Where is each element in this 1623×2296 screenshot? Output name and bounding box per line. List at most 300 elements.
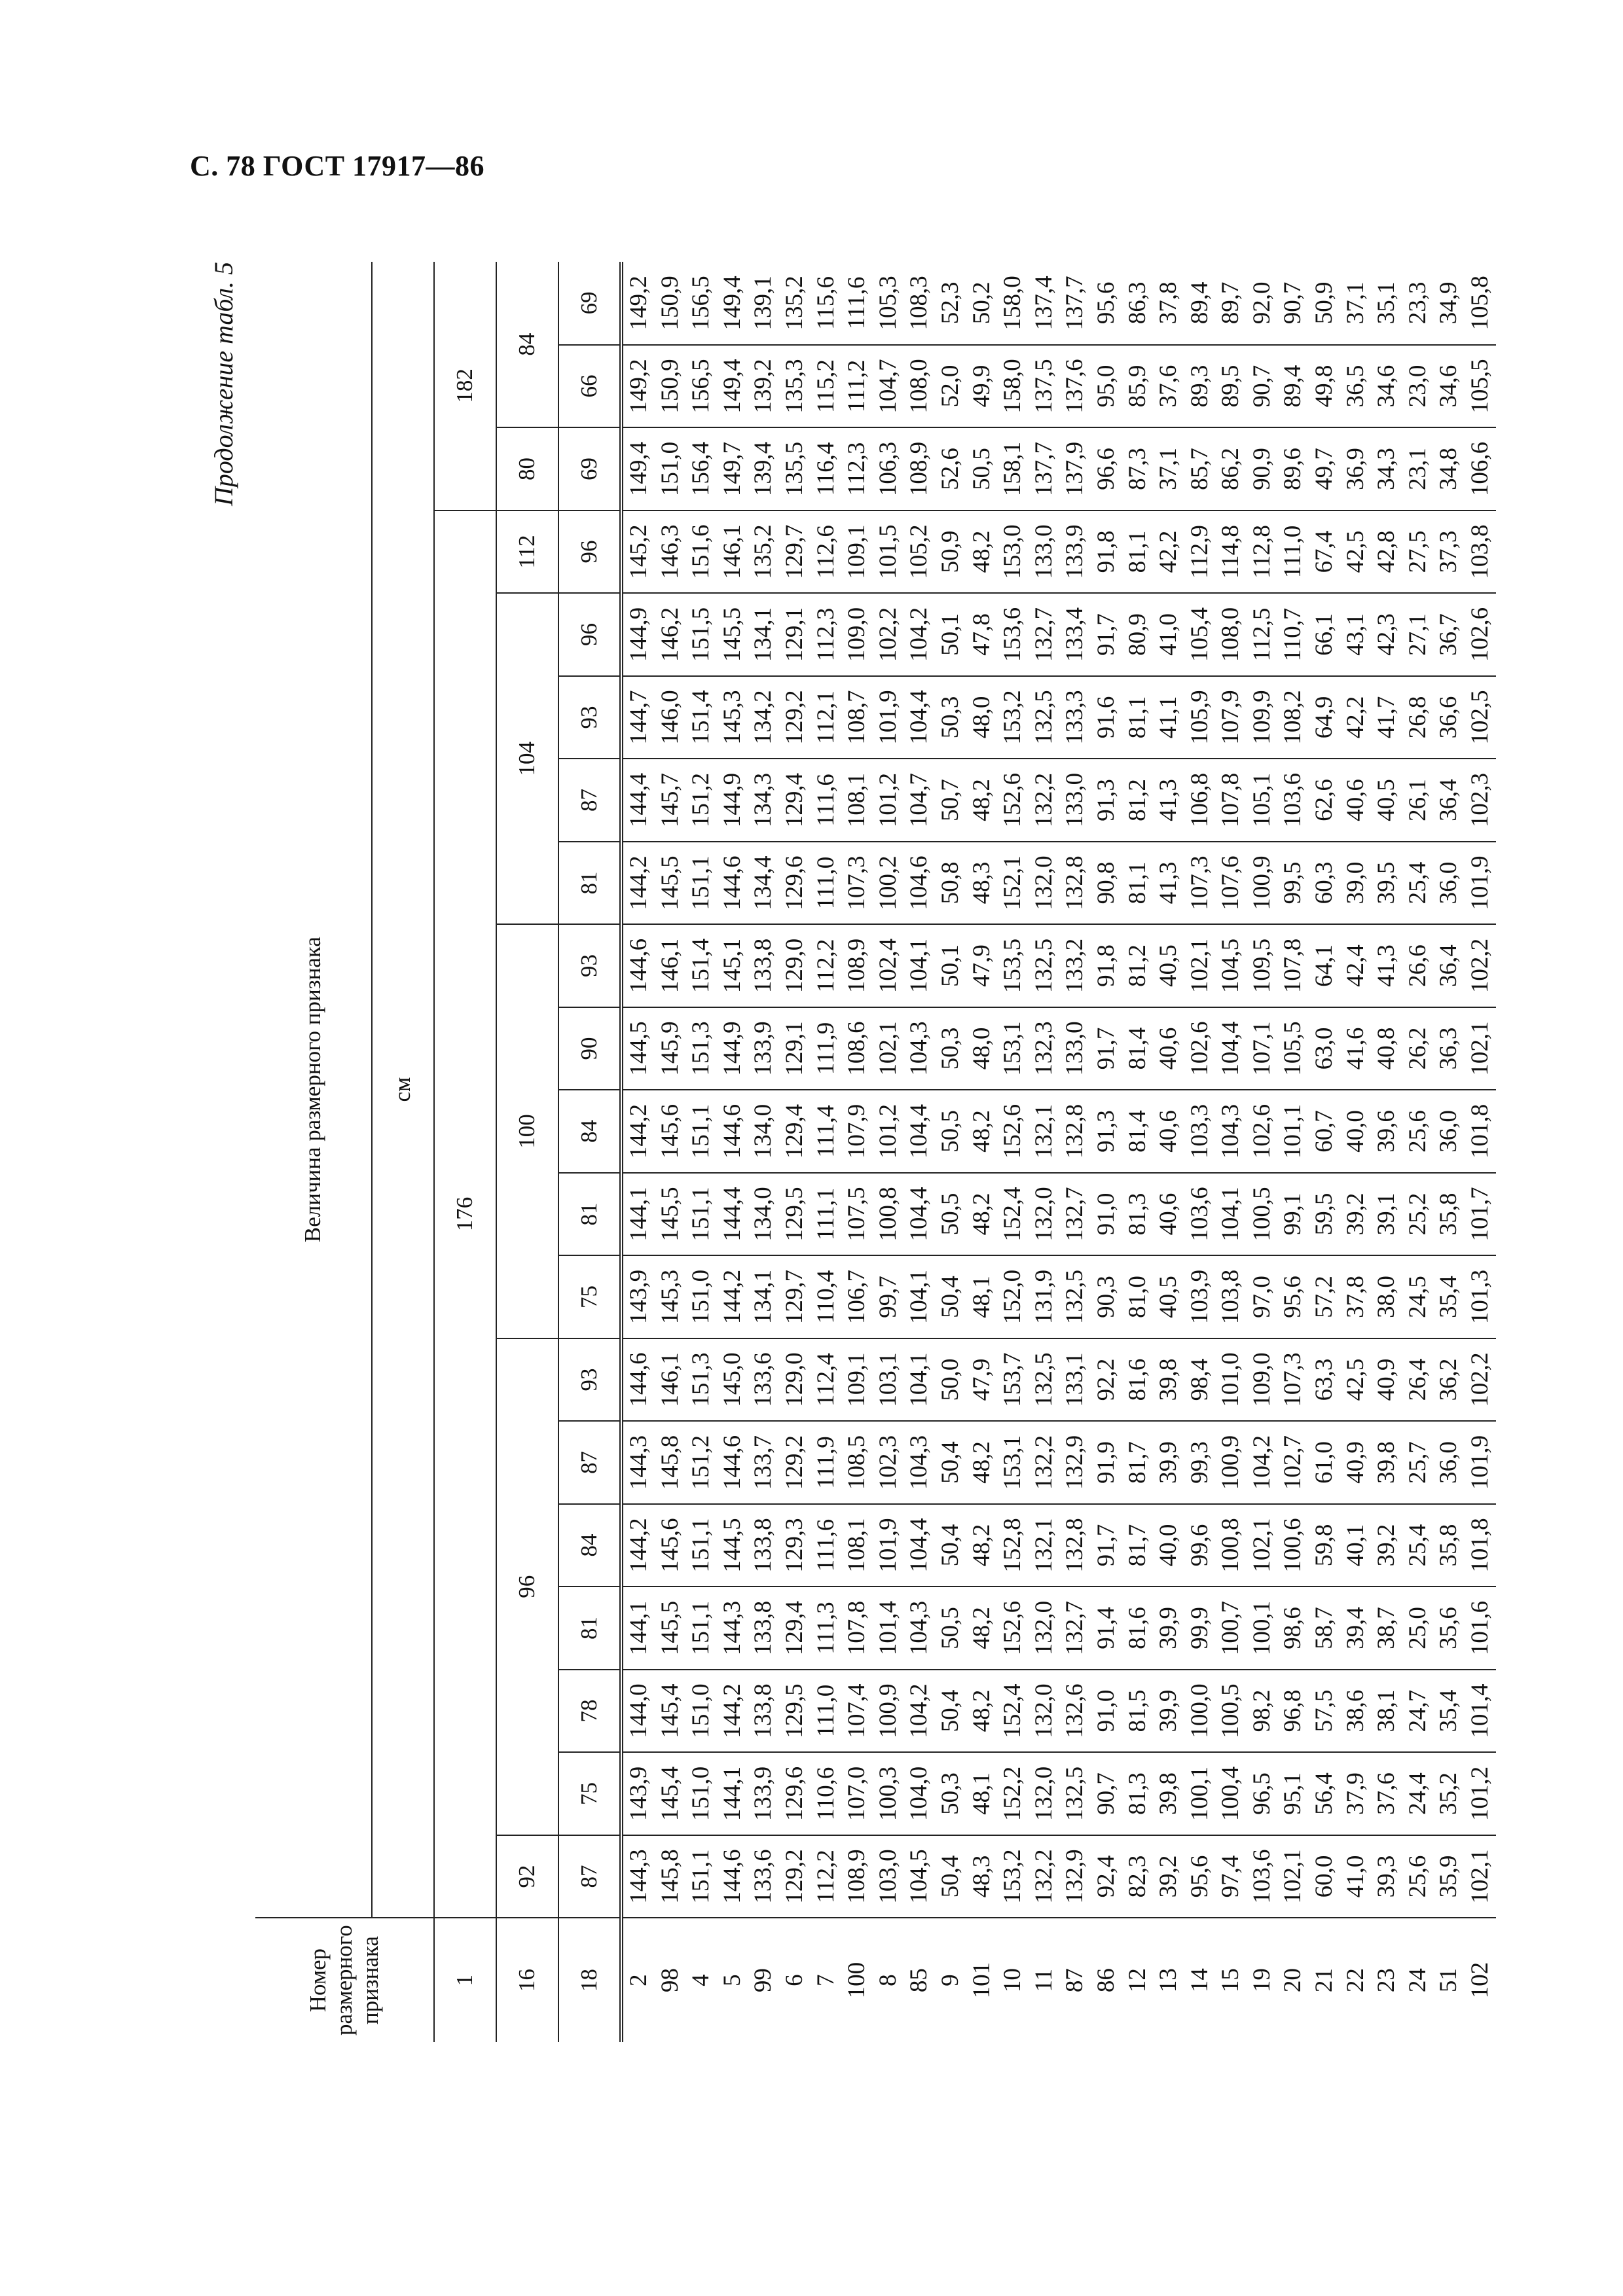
table-cell: 129,4: [779, 1587, 811, 1670]
table-cell: 64,1: [1309, 924, 1340, 1007]
table-row: [1371, 262, 1402, 2042]
table-cell: 107,3: [841, 842, 873, 925]
table-cell: 133,2: [1059, 924, 1091, 1007]
table-cell: 107,3: [1277, 1338, 1309, 1422]
table-cell: 111,9: [811, 1007, 842, 1090]
table-cell: 27,5: [1402, 511, 1434, 594]
table-cell: 50,1: [935, 593, 966, 676]
table-cell: 133,8: [748, 1504, 779, 1587]
table-cell: 26,8: [1402, 676, 1434, 759]
table-cell: 81,5: [1122, 1670, 1154, 1753]
table-cell: 129,5: [779, 1173, 811, 1256]
header-row3-label: 93: [558, 1338, 621, 1422]
table-cell: 40,6: [1340, 759, 1372, 842]
table-cell: 92,4: [1091, 1835, 1122, 1918]
table-cell: 134,1: [748, 593, 779, 676]
table-cell: 111,6: [841, 262, 873, 345]
table-cell: 37,9: [1340, 1752, 1372, 1835]
table-cell: 145,3: [717, 676, 748, 759]
table-cell: 104,3: [903, 1421, 935, 1504]
table-cell: 96,8: [1277, 1670, 1309, 1753]
table-cell: 34,6: [1371, 345, 1402, 428]
table-cell: 50,2: [966, 262, 998, 345]
table-cell: 40,1: [1340, 1504, 1372, 1587]
table-cell: 108,3: [903, 262, 935, 345]
table-cell: 26,1: [1402, 759, 1434, 842]
table-cell: 47,9: [966, 1338, 998, 1422]
table-cell: 42,3: [1371, 593, 1402, 676]
table-cell: 105,9: [1184, 676, 1216, 759]
table-cell: 104,3: [903, 1007, 935, 1090]
table-cell: 25,0: [1402, 1587, 1434, 1670]
table-cell: 132,8: [1059, 1090, 1091, 1173]
table-cell: 25,4: [1402, 1504, 1434, 1587]
table-cell: 48,1: [966, 1752, 998, 1835]
table-cell: 143,9: [621, 1752, 655, 1835]
table-cell: 111,3: [811, 1587, 842, 1670]
table-cell: 149,4: [717, 345, 748, 428]
table-cell: 132,6: [1059, 1670, 1091, 1753]
table-cell: 102,2: [1465, 1338, 1496, 1422]
table-cell: 37,6: [1371, 1752, 1402, 1835]
table-cell: 132,7: [1059, 1173, 1091, 1256]
table-cell: 145,0: [717, 1338, 748, 1422]
table-cell: 139,2: [748, 345, 779, 428]
table-cell: 50,4: [935, 1421, 966, 1504]
table-cell: 103,0: [873, 1835, 904, 1918]
table-cell: 151,0: [685, 1670, 717, 1753]
table-cell: 144,1: [717, 1752, 748, 1835]
table-cell: 81,1: [1122, 676, 1154, 759]
table-cell: 104,7: [873, 345, 904, 428]
table-cell: 60,0: [1309, 1835, 1340, 1918]
table-cell: 149,2: [621, 345, 655, 428]
table-cell: 57,5: [1309, 1670, 1340, 1753]
table-cell: 132,1: [1029, 1504, 1060, 1587]
row-number-cell: 101: [968, 1962, 995, 1999]
row-number-cell: 8: [874, 1974, 902, 1986]
table-cell: 81,4: [1122, 1090, 1154, 1173]
table-row: [1059, 262, 1091, 2042]
table-cell: 101,6: [1465, 1587, 1496, 1670]
table-cell: 144,4: [621, 759, 655, 842]
table-cell: 108,1: [841, 1504, 873, 1587]
table-cell: 107,1: [1247, 1007, 1278, 1090]
table-cell: 89,6: [1277, 427, 1309, 511]
table-cell: 158,0: [997, 345, 1029, 428]
table-row: [1465, 262, 1496, 2042]
row-number-cell: 13: [1155, 1968, 1182, 1993]
table-cell: 102,7: [1277, 1421, 1309, 1504]
table-cell: 39,2: [1153, 1835, 1184, 1918]
table-cell: 85,9: [1122, 345, 1154, 428]
table-cell: 89,3: [1184, 345, 1216, 428]
table-cell: 145,3: [655, 1255, 686, 1338]
table-cell: 39,8: [1153, 1338, 1184, 1422]
table-cell: 112,8: [1247, 511, 1278, 594]
table-cell: 81,4: [1122, 1007, 1154, 1090]
table-cell: 48,2: [966, 1421, 998, 1504]
table-cell: 101,9: [1465, 842, 1496, 925]
table-cell: 102,2: [1465, 924, 1496, 1007]
table-cell: 57,2: [1309, 1255, 1340, 1338]
table-cell: 133,8: [748, 924, 779, 1007]
table-cell: 48,3: [966, 842, 998, 925]
row-number-cell: 86: [1092, 1968, 1120, 1993]
table-cell: 103,9: [1184, 1255, 1216, 1338]
table-cell: 132,5: [1059, 1752, 1091, 1835]
table-row: [748, 262, 779, 2042]
table-cell: 104,4: [903, 1090, 935, 1173]
table-cell: 116,4: [811, 427, 842, 511]
table-cell: 137,6: [1059, 345, 1091, 428]
table-cell: 151,0: [655, 427, 686, 511]
col-header-label: Номер размерного признака: [255, 1918, 434, 2042]
table-cell: 151,4: [685, 924, 717, 1007]
table-cell: 111,6: [811, 1504, 842, 1587]
table-cell: 135,3: [779, 345, 811, 428]
table-cell: 132,5: [1059, 1255, 1091, 1338]
table-cell: 133,8: [748, 1587, 779, 1670]
table-cell: 107,8: [841, 1587, 873, 1670]
table-cell: 109,9: [1247, 676, 1278, 759]
table-cell: 129,3: [779, 1504, 811, 1587]
table-cell: 91,3: [1091, 1090, 1122, 1173]
table-cell: 34,6: [1433, 345, 1465, 428]
table-cell: 24,4: [1402, 1752, 1434, 1835]
table-cell: 85,7: [1184, 427, 1216, 511]
table-cell: 103,8: [1465, 511, 1496, 594]
table-cell: 48,2: [966, 1504, 998, 1587]
table-cell: 98,6: [1277, 1587, 1309, 1670]
table-cell: 111,4: [811, 1090, 842, 1173]
header-row1-label: 1: [434, 1918, 496, 2042]
table-cell: 99,9: [1184, 1587, 1216, 1670]
table-cell: 132,0: [1029, 842, 1060, 925]
table-cell: 144,5: [621, 1007, 655, 1090]
table-cell: 62,6: [1309, 759, 1340, 842]
table-cell: 109,1: [841, 511, 873, 594]
table-cell: 42,8: [1371, 511, 1402, 594]
table-cell: 145,6: [655, 1504, 686, 1587]
table-cell: 37,1: [1340, 262, 1372, 345]
table-cell: 137,7: [1059, 262, 1091, 345]
table-cell: 145,7: [655, 759, 686, 842]
table-cell: 152,8: [997, 1504, 1029, 1587]
table-cell: 90,8: [1091, 842, 1122, 925]
table-row: [1091, 262, 1122, 2042]
table-cell: 145,6: [655, 1090, 686, 1173]
table-cell: 35,6: [1433, 1587, 1465, 1670]
table-cell: 143,9: [621, 1255, 655, 1338]
table-cell: 114,8: [1215, 511, 1247, 594]
table-cell: 80,9: [1122, 593, 1154, 676]
table-cell: 103,6: [1184, 1173, 1216, 1256]
table-cell: 102,1: [873, 1007, 904, 1090]
units-label: см: [372, 262, 434, 1918]
table-cell: 39,4: [1340, 1587, 1372, 1670]
table-cell: 39,9: [1153, 1587, 1184, 1670]
table-cell: 100,8: [1215, 1504, 1247, 1587]
table-cell: 100,2: [873, 842, 904, 925]
header-row3-label: 93: [558, 676, 621, 759]
table-cell: 91,9: [1091, 1421, 1122, 1504]
table-cell: 100,1: [1247, 1587, 1278, 1670]
table-cell: 103,8: [1215, 1255, 1247, 1338]
table-row: [685, 262, 717, 2042]
table-cell: 145,5: [717, 593, 748, 676]
table-cell: 144,9: [717, 1007, 748, 1090]
table-cell: 104,0: [903, 1752, 935, 1835]
table-cell: 40,5: [1153, 924, 1184, 1007]
table-cell: 39,2: [1371, 1504, 1402, 1587]
table-cell: 25,6: [1402, 1835, 1434, 1918]
table-cell: 133,0: [1059, 1007, 1091, 1090]
table-cell: 150,9: [655, 345, 686, 428]
table-cell: 132,5: [1029, 924, 1060, 1007]
table-cell: 152,4: [997, 1173, 1029, 1256]
table-cell: 151,1: [685, 1835, 717, 1918]
table-cell: 108,2: [1277, 676, 1309, 759]
header-row3-label: 69: [558, 262, 621, 345]
table-cell: 25,7: [1402, 1421, 1434, 1504]
header-row2-label: 112: [496, 511, 558, 594]
table-row: [811, 262, 842, 2042]
row-number-cell: 6: [780, 1974, 808, 1986]
table-cell: 105,2: [903, 511, 935, 594]
table-cell: 50,5: [966, 427, 998, 511]
table-cell: 36,3: [1433, 1007, 1465, 1090]
table-cell: 145,1: [717, 924, 748, 1007]
table-cell: 50,4: [935, 1504, 966, 1587]
table-row: [1184, 262, 1216, 2042]
table-cell: 108,9: [841, 924, 873, 1007]
header-row3-label: 84: [558, 1090, 621, 1173]
header-row2-label: 104: [496, 593, 558, 924]
table-cell: 36,0: [1433, 1090, 1465, 1173]
table-cell: 103,1: [873, 1338, 904, 1422]
table-cell: 100,1: [1184, 1752, 1216, 1835]
table-cell: 108,7: [841, 676, 873, 759]
table-cell: 156,4: [685, 427, 717, 511]
table-row: [1153, 262, 1184, 2042]
table-cell: 98,4: [1184, 1338, 1216, 1422]
table-cell: 99,3: [1184, 1421, 1216, 1504]
table-cell: 104,4: [903, 676, 935, 759]
table-cell: 153,6: [997, 593, 1029, 676]
table-cell: 48,2: [966, 1587, 998, 1670]
table-cell: 146,1: [655, 924, 686, 1007]
table-cell: 48,2: [966, 1173, 998, 1256]
table-cell: 27,1: [1402, 593, 1434, 676]
row-number-cell: 4: [687, 1974, 715, 1986]
table-cell: 38,0: [1371, 1255, 1402, 1338]
table-cell: 150,9: [655, 262, 686, 345]
page-header: С. 78 ГОСТ 17917—86: [190, 150, 485, 182]
table-cell: 144,6: [717, 1421, 748, 1504]
table-cell: 39,2: [1340, 1173, 1372, 1256]
table-cell: 145,5: [655, 1173, 686, 1256]
row-number-cell: 98: [656, 1968, 684, 1993]
table-cell: 111,2: [841, 345, 873, 428]
table-cell: 48,2: [966, 759, 998, 842]
table-cell: 151,1: [685, 842, 717, 925]
table-cell: 42,4: [1340, 924, 1372, 1007]
table-cell: 56,4: [1309, 1752, 1340, 1835]
table-cell: 59,5: [1309, 1173, 1340, 1256]
table-cell: 40,5: [1153, 1255, 1184, 1338]
table-cell: 104,4: [1215, 1007, 1247, 1090]
table-cell: 102,5: [1465, 676, 1496, 759]
row-number-cell: 14: [1186, 1968, 1213, 1993]
table-cell: 151,6: [685, 511, 717, 594]
table-cell: 107,8: [1215, 759, 1247, 842]
table-cell: 36,6: [1433, 676, 1465, 759]
table-cell: 145,4: [655, 1670, 686, 1753]
table-cell: 50,8: [935, 842, 966, 925]
table-cell: 86,2: [1215, 427, 1247, 511]
table-cell: 81,6: [1122, 1587, 1154, 1670]
table-cell: 41,6: [1340, 1007, 1372, 1090]
table-cell: 35,9: [1433, 1835, 1465, 1918]
table-cell: 100,9: [873, 1670, 904, 1753]
table-cell: 129,6: [779, 842, 811, 925]
header-row3-label: 87: [558, 1835, 621, 1918]
table-cell: 52,3: [935, 262, 966, 345]
table-row: [966, 262, 998, 2042]
table-cell: 42,2: [1340, 676, 1372, 759]
table-cell: 42,5: [1340, 1338, 1372, 1422]
table-cell: 24,5: [1402, 1255, 1434, 1338]
table-cell: 144,1: [621, 1173, 655, 1256]
table-cell: 35,4: [1433, 1255, 1465, 1338]
table-cell: 26,6: [1402, 924, 1434, 1007]
table-cell: 145,5: [655, 842, 686, 925]
row-number-cell: 20: [1279, 1968, 1307, 1993]
table-cell: 23,3: [1402, 262, 1434, 345]
header-row2-label: 100: [496, 924, 558, 1338]
table-cell: 36,5: [1340, 345, 1372, 428]
table-cell: 153,5: [997, 924, 1029, 1007]
table-cell: 81,0: [1122, 1255, 1154, 1338]
table-cell: 153,7: [997, 1338, 1029, 1422]
header-row3-label: 96: [558, 511, 621, 594]
table-cell: 111,6: [811, 759, 842, 842]
table-row: [873, 262, 904, 2042]
row-number-cell: 15: [1217, 1968, 1245, 1993]
table-cell: 104,4: [903, 1504, 935, 1587]
table-cell: 38,6: [1340, 1670, 1372, 1753]
table-cell: 100,5: [1247, 1173, 1278, 1256]
table-cell: 35,8: [1433, 1504, 1465, 1587]
table-cell: 61,0: [1309, 1421, 1340, 1504]
table-cell: 132,7: [1059, 1587, 1091, 1670]
table-row: [935, 262, 966, 2042]
table-cell: 115,6: [811, 262, 842, 345]
table-cell: 42,2: [1153, 511, 1184, 594]
table-cell: 39,6: [1371, 1090, 1402, 1173]
table-cell: 102,1: [1247, 1504, 1278, 1587]
table-cell: 132,8: [1059, 842, 1091, 925]
table-row: [1215, 262, 1247, 2042]
table-cell: 144,4: [717, 1173, 748, 1256]
table-cell: 81,7: [1122, 1504, 1154, 1587]
table-cell: 112,6: [811, 511, 842, 594]
table-cell: 137,5: [1029, 345, 1060, 428]
table-cell: 132,0: [1029, 1173, 1060, 1256]
table-cell: 36,0: [1433, 1421, 1465, 1504]
table-cell: 104,1: [903, 1338, 935, 1422]
table-row: [903, 262, 935, 2042]
table-cell: 101,0: [1215, 1338, 1247, 1422]
table-row: [1340, 262, 1372, 2042]
table-cell: 158,1: [997, 427, 1029, 511]
table-cell: 67,4: [1309, 511, 1340, 594]
table-cell: 25,2: [1402, 1173, 1434, 1256]
table-cell: 107,0: [841, 1752, 873, 1835]
table-cell: 58,7: [1309, 1587, 1340, 1670]
table-cell: 102,1: [1465, 1835, 1496, 1918]
table-cell: 40,6: [1153, 1173, 1184, 1256]
table-cell: 37,1: [1153, 427, 1184, 511]
header-row3-label: 81: [558, 842, 621, 925]
table-cell: 112,3: [841, 427, 873, 511]
table-cell: 50,9: [935, 511, 966, 594]
table-cell: 108,5: [841, 1421, 873, 1504]
table-row: [779, 262, 811, 2042]
table-cell: 92,0: [1247, 262, 1278, 345]
table-cell: 37,6: [1153, 345, 1184, 428]
table-cell: 40,0: [1153, 1504, 1184, 1587]
table-cell: 102,6: [1184, 1007, 1216, 1090]
header-row3-label: 81: [558, 1173, 621, 1256]
table-cell: 50,0: [935, 1338, 966, 1422]
table-cell: 151,1: [685, 1090, 717, 1173]
table-cell: 132,9: [1059, 1835, 1091, 1918]
row-number-cell: 2: [625, 1974, 652, 1986]
table-cell: 133,4: [1059, 593, 1091, 676]
table-cell: 95,6: [1277, 1255, 1309, 1338]
table-cell: 108,0: [1215, 593, 1247, 676]
table-cell: 158,0: [997, 262, 1029, 345]
header-row3-label: 96: [558, 593, 621, 676]
table-cell: 101,4: [1465, 1670, 1496, 1753]
table-cell: 107,5: [841, 1173, 873, 1256]
table-cell: 131,9: [1029, 1255, 1060, 1338]
table-cell: 39,0: [1340, 842, 1372, 925]
table-cell: 52,6: [935, 427, 966, 511]
header-row3-label: 78: [558, 1670, 621, 1753]
table-cell: 144,3: [717, 1587, 748, 1670]
table-cell: 59,8: [1309, 1504, 1340, 1587]
header-row3-label: 18: [558, 1918, 621, 2042]
table-cell: 144,1: [621, 1587, 655, 1670]
table-cell: 149,2: [621, 262, 655, 345]
table-cell: 106,6: [1465, 427, 1496, 511]
table-cell: 104,2: [903, 1670, 935, 1753]
table-cell: 81,3: [1122, 1752, 1154, 1835]
table-cell: 129,2: [779, 1421, 811, 1504]
header-row3-label: 87: [558, 1421, 621, 1504]
row-number-cell: 100: [843, 1962, 871, 1999]
table-cell: 40,8: [1371, 1007, 1402, 1090]
table-cell: 48,2: [966, 1670, 998, 1753]
table-row: [841, 262, 873, 2042]
table-cell: 102,1: [1465, 1007, 1496, 1090]
table-cell: 132,9: [1059, 1421, 1091, 1504]
table-cell: 39,8: [1371, 1421, 1402, 1504]
table-cell: 129,1: [779, 593, 811, 676]
